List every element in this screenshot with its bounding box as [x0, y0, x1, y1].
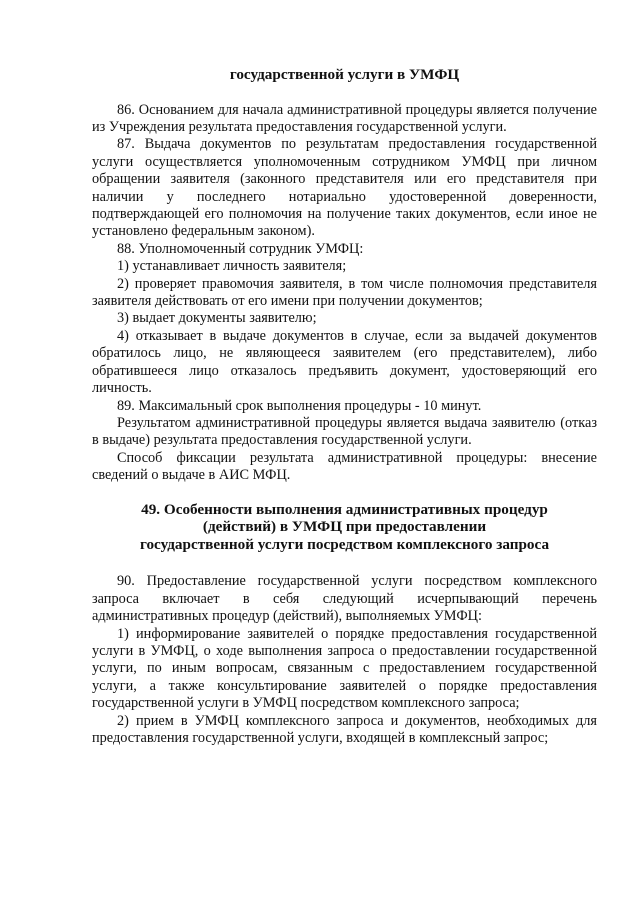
paragraph: 2) проверяет правомочия заявителя, в том числе полномочия представителя заявителя действовать от его имени при получении документов; — [92, 275, 597, 310]
paragraphs-block-2 — [92, 573, 597, 747]
paragraph: 3) выдает документы заявителю; — [117, 310, 317, 327]
top-heading: государственной услуги в УМФЦ — [229, 66, 460, 83]
paragraphs-block-1 — [92, 102, 597, 485]
paragraph: 1) информирование заявителей о порядке предоставления государственной услуги в УМФЦ, о ходе выполнения запроса о предоставлении государственной услуги, по иным вопросам, связанным с предоставлением государственной услуги, а также консультирование заявителей о порядке предоставления государственной услуги в УМФЦ посредством комплексного запроса; — [92, 625, 597, 712]
paragraph: Способ фиксации результата административной процедуры: внесение сведений о выдаче в АИС МФЦ. — [92, 449, 597, 484]
paragraph: 87. Выдача документов по результатам предоставления государственной услуги осуществляется уполномоченным сотрудником УМФЦ при личном обращении заявителя (законного представителя или его представителя при наличии у последнего нотариально удостоверенной доверенности, подтверждающей его полномочия на получение таких документов, если иное не установлено федеральным законом). — [92, 136, 597, 240]
paragraph: 2) прием в УМФЦ комплексного запроса и документов, необходимых для предоставления государственной услуги, входящей в комплексный запрос; — [92, 712, 597, 746]
section-heading-line: государственной услуги посредством комплексного запроса — [139, 535, 550, 553]
section-heading-line: (действий) в УМФЦ при предоставлении — [202, 518, 487, 536]
paragraph: 4) отказывает в выдаче документов в случае, если за выдачей документов обратилось лицо, не являющееся заявителем (его представителем), либо обратившееся лицо отказалось предъявить документ, удостоверяющий его личность. — [92, 327, 597, 397]
paragraph: Результатом административной процедуры является выдача заявителю (отказ в выдаче) результата предоставления государственной услуги. — [92, 414, 597, 449]
paragraph: 89. Максимальный срок выполнения процедуры - 10 минут. — [117, 397, 482, 414]
section-heading-line: 49. Особенности выполнения административных процедур — [141, 500, 548, 518]
paragraph: 86. Основанием для начала административной процедуры является получение из Учреждения результата предоставления государственной услуги. — [92, 101, 597, 135]
paragraph: 1) устанавливает личность заявителя; — [117, 258, 347, 275]
paragraph: 88. Уполномоченный сотрудник УМФЦ: — [117, 240, 364, 257]
document-page — [92, 66, 597, 747]
paragraph: 90. Предоставление государственной услуги посредством комплексного запроса включает в себя следующий исчерпывающий перечень административных процедур (действий), выполняемых УМФЦ: — [92, 573, 597, 625]
section-heading — [92, 501, 597, 554]
